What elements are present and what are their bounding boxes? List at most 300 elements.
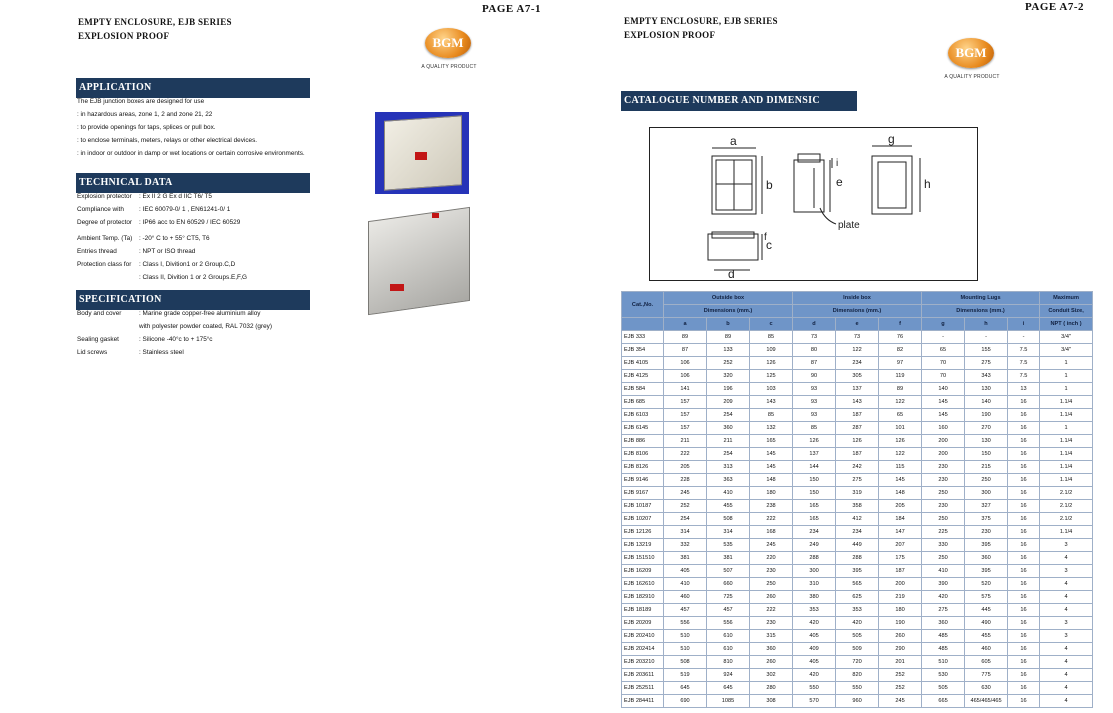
header-col-c: c [750, 318, 793, 331]
table-cell: 314 [707, 526, 750, 539]
table-cell: 143 [750, 396, 793, 409]
table-cell: 252 [707, 357, 750, 370]
table-cell: - [965, 331, 1008, 344]
table-cell: 85 [793, 422, 836, 435]
table-cell: 160 [922, 422, 965, 435]
table-cell: 260 [750, 591, 793, 604]
table-cell: 381 [664, 552, 707, 565]
table-cell: 165 [793, 500, 836, 513]
table-cell: 275 [922, 604, 965, 617]
table-cell: 132 [750, 422, 793, 435]
table-cell: 1 [1040, 383, 1093, 396]
header-blank [622, 318, 664, 331]
table-cell: 16 [1008, 695, 1040, 708]
table-cell: 16 [1008, 422, 1040, 435]
header-outside-box: Outside box [664, 292, 793, 305]
table-cell: 1.1/4 [1040, 435, 1093, 448]
table-cell: 205 [879, 500, 922, 513]
header-col-f: f [879, 318, 922, 331]
bgm-logo [421, 28, 479, 70]
table-cell: 1.1/4 [1040, 461, 1093, 474]
plate-leader [820, 208, 836, 224]
table-cell: 187 [879, 565, 922, 578]
table-cell: 4 [1040, 682, 1093, 695]
table-cell: 16 [1008, 539, 1040, 552]
table-cell: 460 [965, 643, 1008, 656]
table-cell: 140 [922, 383, 965, 396]
table-cell: 180 [879, 604, 922, 617]
header-inside-box: Inside box [793, 292, 922, 305]
label-d: d [728, 267, 735, 280]
table-cell: 89 [879, 383, 922, 396]
table-cell: 222 [664, 448, 707, 461]
table-cell: 810 [707, 656, 750, 669]
header-col-a: a [664, 318, 707, 331]
table-cell: 157 [664, 422, 707, 435]
table-cell: 16 [1008, 604, 1040, 617]
cell-catalogue-number: EJB 203611 [622, 669, 664, 682]
table-cell: 290 [879, 643, 922, 656]
table-cell: 319 [836, 487, 879, 500]
table-row [622, 370, 1093, 383]
table-cell: 457 [664, 604, 707, 617]
label-i: i [836, 158, 839, 169]
table-cell: 115 [879, 461, 922, 474]
table-cell: 234 [793, 526, 836, 539]
application-line: The EJB junction boxes are designed for use [77, 98, 205, 105]
table-cell: 330 [922, 539, 965, 552]
table-row [622, 669, 1093, 682]
table-cell: 80 [793, 344, 836, 357]
cell-catalogue-number: EJB 9146 [622, 474, 664, 487]
technical-row: Explosion protector : Ex II 2 G Ex d IIC T6/ T5 [77, 193, 212, 200]
page-title [78, 15, 232, 43]
table-cell: 360 [922, 617, 965, 630]
table-cell: 200 [879, 578, 922, 591]
table-row [622, 474, 1093, 487]
table-cell: 508 [707, 513, 750, 526]
table-cell: 157 [664, 396, 707, 409]
table-cell: 409 [793, 643, 836, 656]
technical-data [77, 190, 247, 284]
header-maximum: Maximum [1040, 292, 1093, 305]
table-cell: 665 [922, 695, 965, 708]
cell-catalogue-number: EJB 4105 [622, 357, 664, 370]
table-cell: 280 [750, 682, 793, 695]
table-cell: 343 [965, 370, 1008, 383]
table-cell: 119 [879, 370, 922, 383]
table-cell: 230 [922, 474, 965, 487]
table-cell: 405 [664, 565, 707, 578]
table-cell: 250 [922, 513, 965, 526]
table-cell: 234 [836, 526, 879, 539]
table-cell: 327 [965, 500, 1008, 513]
cell-catalogue-number: EJB 333 [622, 331, 664, 344]
logo-badge: BGM [425, 28, 471, 58]
table-cell: 725 [707, 591, 750, 604]
table-cell: 270 [965, 422, 1008, 435]
table-cell: 457 [707, 604, 750, 617]
table-cell: 535 [707, 539, 750, 552]
table-row [622, 682, 1093, 695]
application-text [77, 95, 305, 160]
table-cell: 360 [707, 422, 750, 435]
table-cell: 508 [664, 656, 707, 669]
table-cell: 222 [750, 604, 793, 617]
table-cell: 314 [664, 526, 707, 539]
table-cell: 145 [750, 448, 793, 461]
cell-catalogue-number: EJB 182910 [622, 591, 664, 604]
table-cell: 7.5 [1008, 344, 1040, 357]
table-cell: 288 [836, 552, 879, 565]
cell-catalogue-number: EJB 203210 [622, 656, 664, 669]
table-cell: 13 [1008, 383, 1040, 396]
table-cell: 245 [750, 539, 793, 552]
table-cell: 16 [1008, 565, 1040, 578]
table-cell: 245 [664, 487, 707, 500]
section-technical-heading: TECHNICAL DATA [76, 173, 310, 193]
table-cell: 245 [879, 695, 922, 708]
label-f: f [764, 232, 767, 243]
table-cell: 405 [793, 630, 836, 643]
table-cell: 3/4" [1040, 331, 1093, 344]
table-cell: 145 [922, 409, 965, 422]
table-row [622, 344, 1093, 357]
header-outside-dims: Dimensions (mm.) [664, 305, 793, 318]
technical-row: Degree of protector : IP66 acc to EN 60529 / IEC 60529 [77, 219, 241, 226]
cell-catalogue-number: EJB 151510 [622, 552, 664, 565]
table-cell: 690 [664, 695, 707, 708]
table-cell: 353 [836, 604, 879, 617]
table-cell: 605 [965, 656, 1008, 669]
table-cell: 148 [879, 487, 922, 500]
table-cell: 16 [1008, 409, 1040, 422]
table-cell: 126 [836, 435, 879, 448]
cell-catalogue-number: EJB 20209 [622, 617, 664, 630]
table-cell: 209 [707, 396, 750, 409]
table-cell: 420 [793, 617, 836, 630]
table-cell: 490 [965, 617, 1008, 630]
table-row [622, 487, 1093, 500]
header-mounting-lugs: Mounting Lugs [922, 292, 1040, 305]
table-cell: 519 [664, 669, 707, 682]
table-cell: 157 [664, 409, 707, 422]
table-cell: 288 [793, 552, 836, 565]
table-cell: 360 [750, 643, 793, 656]
table-cell: 70 [922, 357, 965, 370]
table-cell: 82 [879, 344, 922, 357]
table-cell: 353 [793, 604, 836, 617]
table-cell: 1.1/4 [1040, 526, 1093, 539]
table-cell: 1 [1040, 357, 1093, 370]
side-view-outline [794, 160, 824, 212]
table-cell: 720 [836, 656, 879, 669]
table-row [622, 448, 1093, 461]
table-cell: 2.1/2 [1040, 487, 1093, 500]
table-cell: 148 [750, 474, 793, 487]
table-cell: 93 [793, 409, 836, 422]
red-tag [432, 213, 439, 218]
dimension-drawing [650, 128, 977, 280]
header-col-h: h [965, 318, 1008, 331]
table-cell: 165 [793, 513, 836, 526]
table-row [622, 552, 1093, 565]
table-row [622, 591, 1093, 604]
table-cell: 420 [793, 669, 836, 682]
table-cell: 145 [879, 474, 922, 487]
table-cell: 16 [1008, 487, 1040, 500]
table-cell: 89 [707, 331, 750, 344]
table-cell: 254 [707, 448, 750, 461]
table-cell: 510 [664, 630, 707, 643]
cell-catalogue-number: EJB 10187 [622, 500, 664, 513]
table-cell: 308 [750, 695, 793, 708]
table-cell: 137 [793, 448, 836, 461]
table-cell: 570 [793, 695, 836, 708]
table-cell: 211 [664, 435, 707, 448]
title-line-2: EXPLOSION PROOF [78, 31, 170, 41]
table-cell: 775 [965, 669, 1008, 682]
table-cell: 190 [965, 409, 1008, 422]
table-cell: 465/465/465 [965, 695, 1008, 708]
cell-catalogue-number: EJB 9167 [622, 487, 664, 500]
cell-catalogue-number: EJB 584 [622, 383, 664, 396]
table-cell: 420 [836, 617, 879, 630]
table-cell: 300 [793, 565, 836, 578]
table-cell: 16 [1008, 513, 1040, 526]
table-cell: 310 [793, 578, 836, 591]
table-cell: 106 [664, 370, 707, 383]
table-row [622, 643, 1093, 656]
cell-catalogue-number: EJB 6145 [622, 422, 664, 435]
table-cell: 1.1/4 [1040, 474, 1093, 487]
table-row [622, 578, 1093, 591]
table-cell: 645 [664, 682, 707, 695]
table-cell: 405 [793, 656, 836, 669]
table-cell: 219 [879, 591, 922, 604]
table-cell: 76 [879, 331, 922, 344]
title-line-1: EMPTY ENCLOSURE, EJB SERIES [78, 17, 232, 27]
table-cell: 147 [879, 526, 922, 539]
table-cell: 260 [750, 656, 793, 669]
table-cell: 230 [965, 526, 1008, 539]
table-cell: 242 [836, 461, 879, 474]
table-cell: 510 [664, 643, 707, 656]
table-cell: 150 [793, 474, 836, 487]
table-cell: 4 [1040, 695, 1093, 708]
table-cell: 530 [922, 669, 965, 682]
table-cell: 90 [793, 370, 836, 383]
table-cell: 315 [750, 630, 793, 643]
table-cell: 93 [793, 396, 836, 409]
table-cell: 287 [836, 422, 879, 435]
application-line: : in indoor or outdoor in damp or wet locations or certain corrosive environments. [77, 150, 305, 157]
dimension-diagram [649, 127, 978, 281]
table-cell: 645 [707, 682, 750, 695]
table-cell: 65 [879, 409, 922, 422]
table-cell: 252 [879, 682, 922, 695]
table-cell: 207 [879, 539, 922, 552]
header-col-npt: NPT ( inch ) [1040, 318, 1093, 331]
table-cell: 205 [664, 461, 707, 474]
table-cell: 73 [836, 331, 879, 344]
table-cell: 575 [965, 591, 1008, 604]
table-cell: 4 [1040, 604, 1093, 617]
table-row [622, 539, 1093, 552]
table-cell: 275 [965, 357, 1008, 370]
section-catalogue-heading: CATALOGUE NUMBER AND DIMENSIC [621, 91, 857, 111]
table-cell: 302 [750, 669, 793, 682]
table-cell: 610 [707, 643, 750, 656]
table-cell: 455 [965, 630, 1008, 643]
cell-catalogue-number: EJB 18189 [622, 604, 664, 617]
table-cell: 126 [750, 357, 793, 370]
table-cell: 230 [750, 617, 793, 630]
table-cell: 85 [750, 331, 793, 344]
table-cell: 187 [836, 409, 879, 422]
label-e: e [836, 175, 843, 189]
table-cell: 126 [879, 435, 922, 448]
title-line-1: EMPTY ENCLOSURE, EJB SERIES [624, 16, 778, 26]
table-cell: 200 [922, 448, 965, 461]
table-cell: 4 [1040, 669, 1093, 682]
table-cell: 4 [1040, 552, 1093, 565]
header-col-b: b [707, 318, 750, 331]
table-row [622, 409, 1093, 422]
table-cell: 550 [793, 682, 836, 695]
table-cell: 200 [922, 435, 965, 448]
bgm-logo [944, 38, 1002, 80]
table-row [622, 695, 1093, 708]
table-cell: 145 [750, 461, 793, 474]
table-cell: 660 [707, 578, 750, 591]
table-cell: 505 [922, 682, 965, 695]
table-cell: 395 [965, 565, 1008, 578]
table-cell: 16 [1008, 591, 1040, 604]
cell-catalogue-number: EJB 16209 [622, 565, 664, 578]
table-cell: 140 [965, 396, 1008, 409]
table-cell: 1.1/4 [1040, 448, 1093, 461]
table-cell: 234 [836, 357, 879, 370]
table-cell: 260 [879, 630, 922, 643]
table-cell: 16 [1008, 682, 1040, 695]
table-row [622, 396, 1093, 409]
table-cell: 625 [836, 591, 879, 604]
table-cell: 1 [1040, 422, 1093, 435]
table-cell: 143 [836, 396, 879, 409]
page-number: PAGE A7-2 [1025, 1, 1084, 13]
table-cell: 1.1/4 [1040, 396, 1093, 409]
table-cell: 16 [1008, 669, 1040, 682]
table-cell: 133 [707, 344, 750, 357]
label-h: h [924, 177, 931, 191]
cell-catalogue-number: EJB 354 [622, 344, 664, 357]
table-cell: 130 [965, 435, 1008, 448]
table-cell: 7.5 [1008, 357, 1040, 370]
table-cell: 363 [707, 474, 750, 487]
table-cell: 254 [664, 513, 707, 526]
table-cell: 249 [793, 539, 836, 552]
table-cell: 16 [1008, 435, 1040, 448]
table-cell: 390 [922, 578, 965, 591]
table-cell: 87 [793, 357, 836, 370]
table-cell: 1.1/4 [1040, 409, 1093, 422]
table-row [622, 630, 1093, 643]
cell-catalogue-number: EJB 8126 [622, 461, 664, 474]
table-cell: 196 [707, 383, 750, 396]
cell-catalogue-number: EJB 10207 [622, 513, 664, 526]
table-cell: 550 [836, 682, 879, 695]
table-cell: 410 [664, 578, 707, 591]
table-cell: 4 [1040, 578, 1093, 591]
label-g: g [888, 132, 895, 146]
table-row [622, 513, 1093, 526]
technical-row: Ambient Temp. (Ta) : -20° C to + 55° CT5, T6 [77, 235, 210, 242]
cell-catalogue-number: EJB 252511 [622, 682, 664, 695]
table-cell: 16 [1008, 630, 1040, 643]
table-cell: 510 [922, 656, 965, 669]
table-row [622, 331, 1093, 344]
table-cell: 150 [793, 487, 836, 500]
table-cell: 73 [793, 331, 836, 344]
table-cell: 960 [836, 695, 879, 708]
table-row [622, 461, 1093, 474]
table-cell: 610 [707, 630, 750, 643]
cell-catalogue-number: EJB 886 [622, 435, 664, 448]
table-cell: 145 [922, 396, 965, 409]
table-cell: 250 [922, 552, 965, 565]
specification-row: with polyester powder coated, RAL 7032 (grey) [139, 323, 272, 330]
table-cell: 410 [922, 565, 965, 578]
table-cell: 420 [922, 591, 965, 604]
table-row [622, 435, 1093, 448]
table-cell: 252 [879, 669, 922, 682]
table-row [622, 383, 1093, 396]
cell-catalogue-number: EJB 202414 [622, 643, 664, 656]
cell-catalogue-number: EJB 12126 [622, 526, 664, 539]
table-cell: 520 [965, 578, 1008, 591]
table-cell: 395 [836, 565, 879, 578]
table-cell: 380 [793, 591, 836, 604]
table-cell: 250 [750, 578, 793, 591]
table-cell: 410 [707, 487, 750, 500]
table-cell: 155 [965, 344, 1008, 357]
table-cell: 924 [707, 669, 750, 682]
table-cell: 65 [922, 344, 965, 357]
table-cell: 16 [1008, 526, 1040, 539]
cell-catalogue-number: EJB 6103 [622, 409, 664, 422]
title-line-2: EXPLOSION PROOF [624, 30, 716, 40]
table-cell: 184 [879, 513, 922, 526]
table-cell: 320 [707, 370, 750, 383]
header-col-d: d [793, 318, 836, 331]
table-cell: 630 [965, 682, 1008, 695]
table-row [622, 656, 1093, 669]
header-col-g: g [922, 318, 965, 331]
specification-data [77, 307, 272, 359]
table-cell: 449 [836, 539, 879, 552]
catalogue-table-body [622, 331, 1093, 708]
table-cell: 305 [836, 370, 879, 383]
table-cell: 313 [707, 461, 750, 474]
label-plate: plate [838, 220, 860, 231]
table-cell: 16 [1008, 474, 1040, 487]
table-cell: 381 [707, 552, 750, 565]
header-conduit-size: Conduit Size, [1040, 305, 1093, 318]
table-cell: 85 [750, 409, 793, 422]
table-cell: 220 [750, 552, 793, 565]
table-cell: 3 [1040, 630, 1093, 643]
